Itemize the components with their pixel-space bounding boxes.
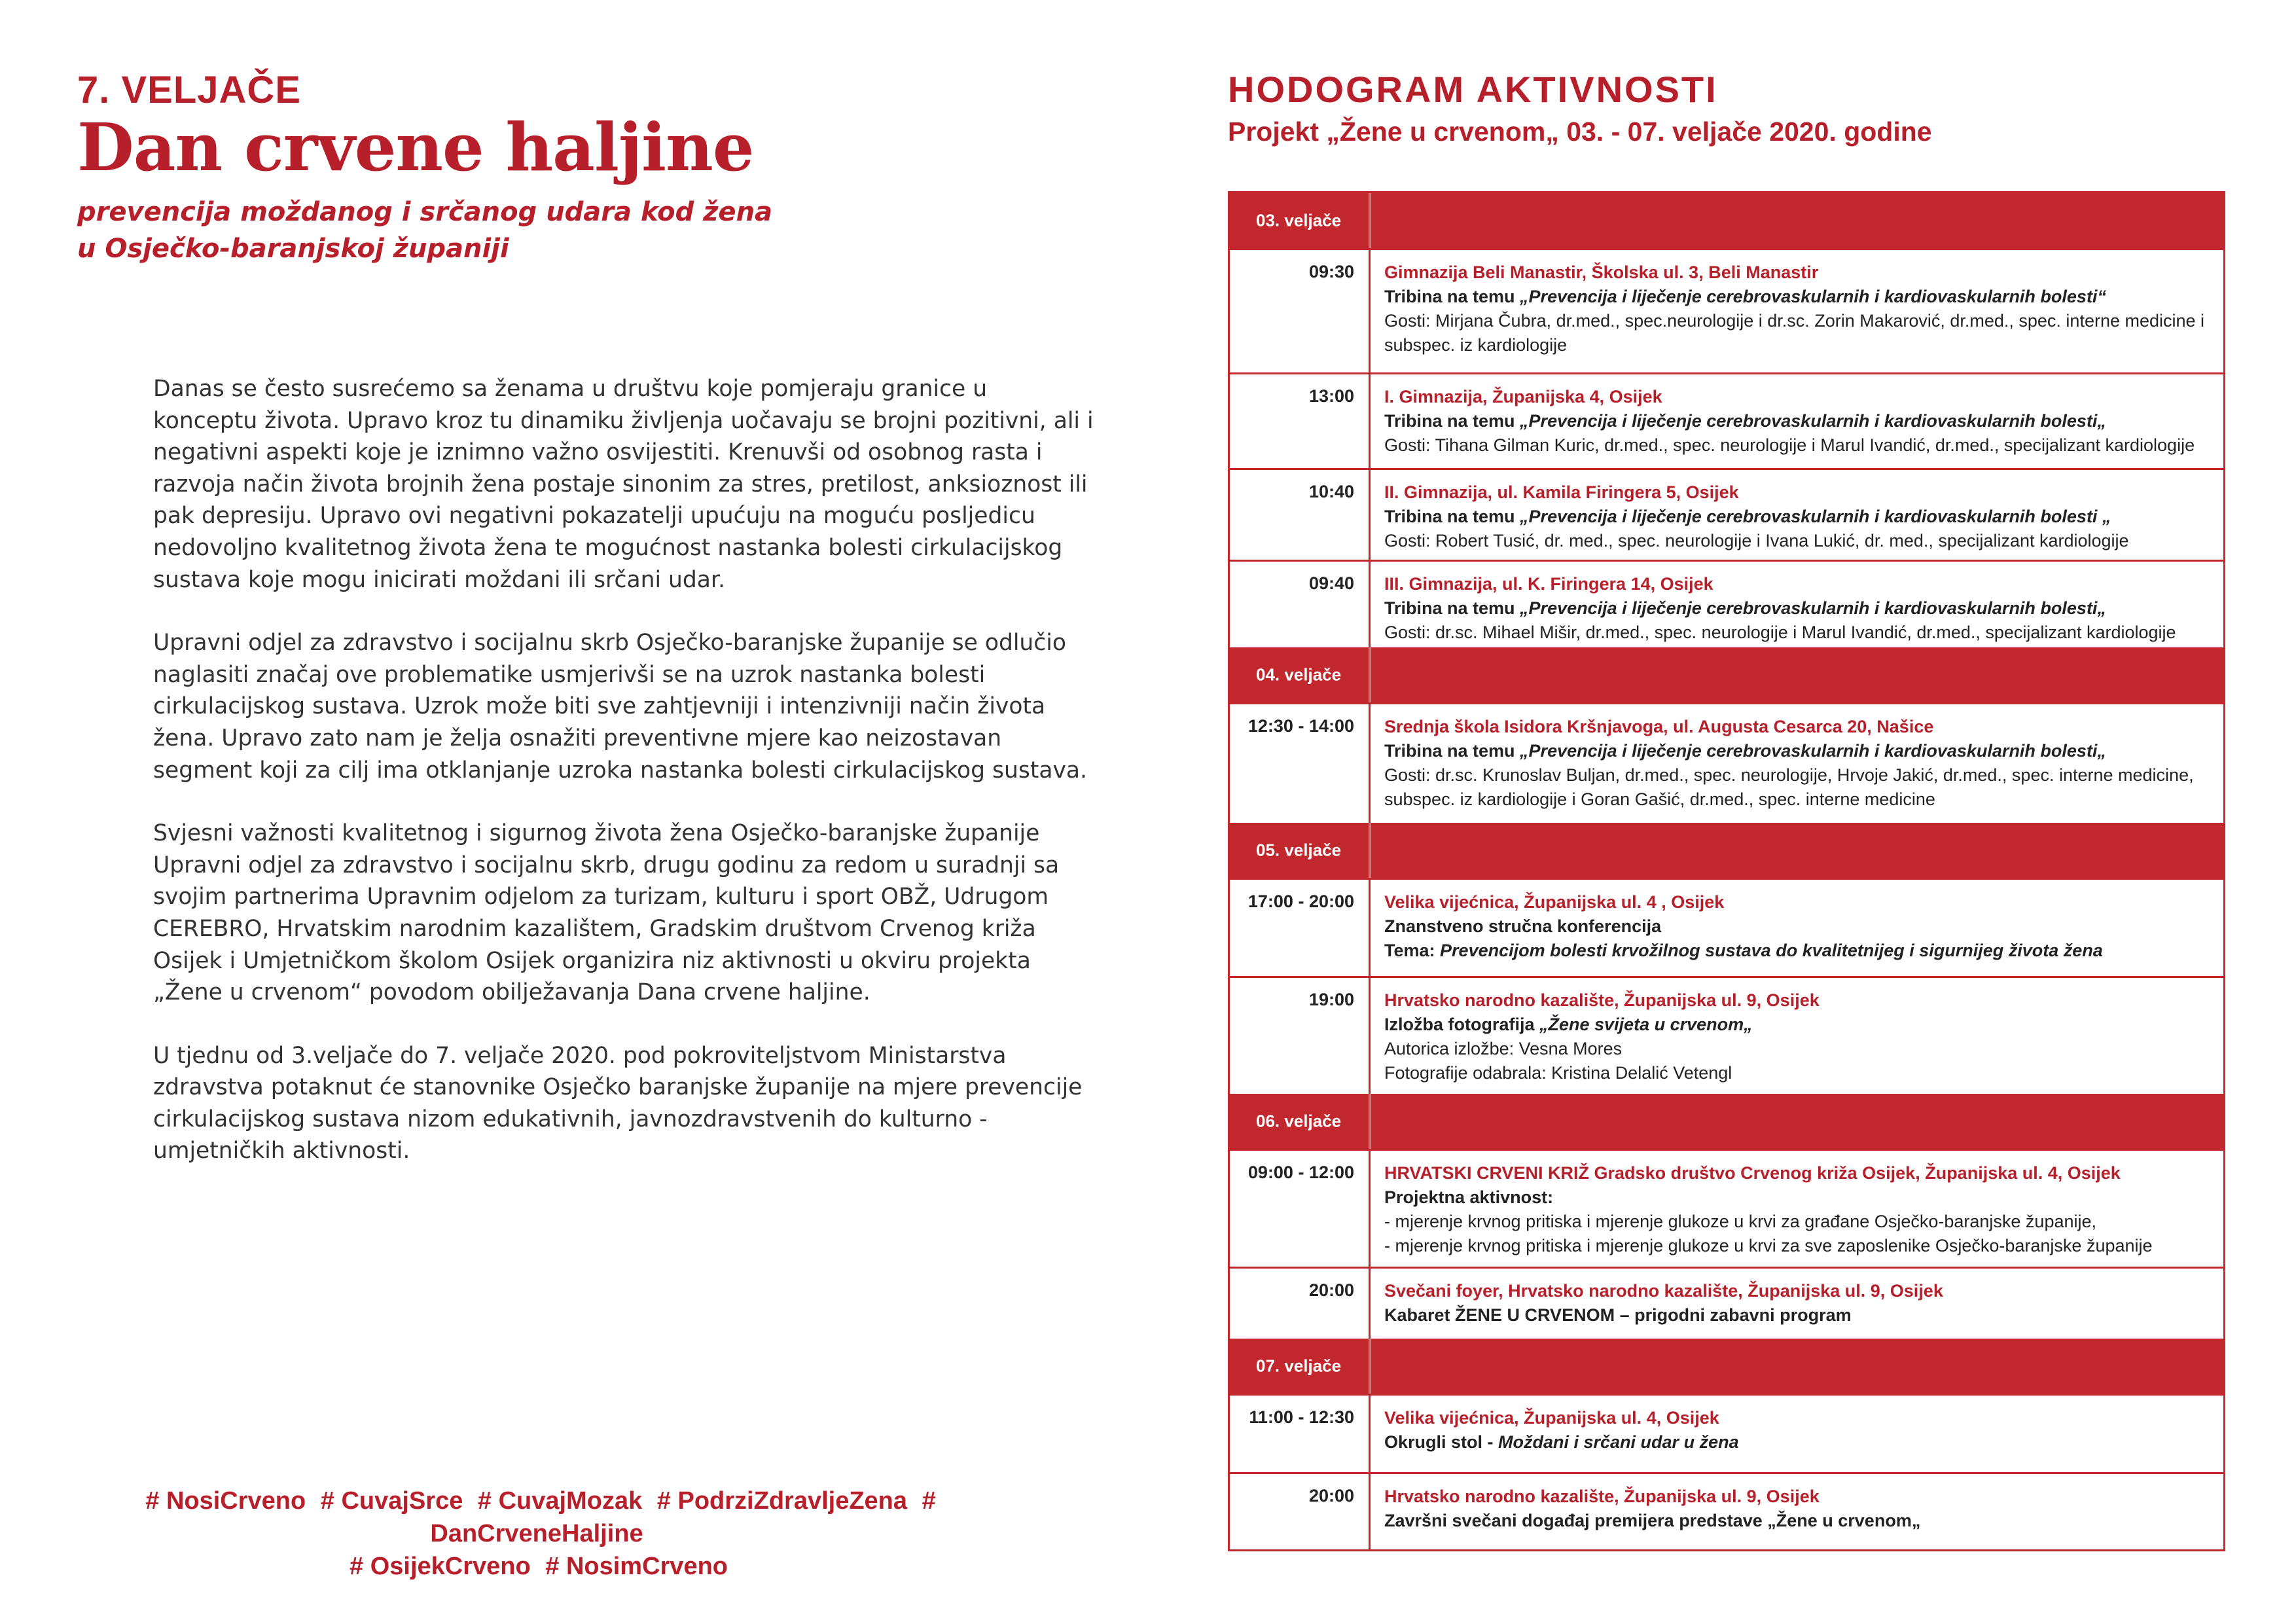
hashtags-line-2 [77,1550,1000,1583]
column-divider [1369,562,1371,647]
date-heading: 7. VELJAČE [77,69,301,111]
event-row [1230,1472,2223,1549]
event-activity: - mjerenje krvnog pritiska i mjerenje glukoze u krvi za građane Osječko-baranjske županije, [1384,1212,2097,1231]
event-row [1230,1149,2223,1267]
page-title: Dan crvene haljine [77,109,754,186]
event-topic-prefix: Izložba fotografija [1384,1015,1540,1034]
event-details [1384,480,2210,553]
hashtag: # NosimCrveno [545,1553,728,1580]
event-time: 20:00 [1308,1280,1354,1300]
event-row [1230,878,2223,976]
column-divider [1369,250,1371,372]
schedule-table [1228,191,2225,1551]
event-time: 19:00 [1308,990,1354,1009]
event-guests: Gosti: dr.sc. Krunoslav Buljan, dr.med., spec. neurologije, Hrvoje Jakić, dr.med., spec. interne medicine, subspec. iz kardiologije i Goran Gašić, dr.med., spec. interne medicine [1384,765,2194,809]
event-details [1384,1485,2210,1533]
day-label: 04. veljače [1256,664,1342,685]
hashtags-line-1 [77,1485,1000,1550]
column-divider [1369,978,1371,1094]
event-location: Hrvatsko narodno kazalište, Županijska ul. 9, Osijek [1384,990,1820,1010]
event-topic-prefix: Tribina na temu [1384,598,1520,618]
column-divider [1369,1396,1371,1472]
event-location: I. Gimnazija, Županijska 4, Osijek [1384,387,1662,406]
schedule-heading: HODOGRAM AKTIVNOSTI [1228,69,1718,110]
hashtag: # PodrziZdravljeZena [656,1487,908,1515]
event-details [1384,890,2210,963]
event-guests: Gosti: Mirjana Čubra, dr.med., spec.neurologije i dr.sc. Zorin Makarović, dr.med., spec. interne medicine i subspec. iz kardiologije [1384,311,2205,355]
column-divider [1369,823,1371,878]
intro-text [153,373,1096,1199]
event-location: Hrvatsko narodno kazalište, Županijska ul. 9, Osijek [1384,1487,1820,1506]
event-topic-prefix: Tribina na temu [1384,741,1520,761]
event-credit: Autorica izložbe: Vesna Mores [1384,1039,1623,1058]
event-topic-title: „Prevencija i liječenje cerebrovaskularnih i kardiovaskularnih bolesti„ [1520,741,2106,761]
event-details [1384,1279,2210,1327]
column-divider [1369,1474,1371,1549]
event-row [1230,560,2223,647]
event-time: 13:00 [1308,386,1354,406]
event-location: Velika vijećnica, Županijska ul. 4 , Osijek [1384,892,1725,912]
column-divider [1369,374,1371,468]
event-theme-prefix: Tema: [1384,941,1441,960]
event-topic-title: „Prevencija i liječenje cerebrovaskularnih i kardiovaskularnih bolesti „ [1520,507,2111,526]
event-row [1230,976,2223,1094]
event-guests: Gosti: Tihana Gilman Kuric, dr.med., spec. neurologije i Marul Ivandić, dr.med., specijalizant kardiologije [1384,435,2195,455]
event-time: 09:30 [1308,262,1354,281]
event-topic [1384,739,2210,763]
day-header [1230,1094,2223,1149]
event-theme-title: Prevencijom bolesti krvožilnog sustava do kvalitetnijeg i sigurnijeg života žena [1440,941,2103,960]
event-location: II. Gimnazija, ul. Kamila Firingera 5, Osijek [1384,482,1739,502]
event-details [1384,988,2210,1085]
event-topic [1384,505,2210,529]
column-divider [1369,193,1371,248]
event-time: 17:00 - 20:00 [1247,892,1354,911]
event-topic-title: „Prevencija i liječenje cerebrovaskularnih i kardiovaskularnih bolesti„ [1520,411,2106,431]
event-topic-title: „Prevencija i liječenje cerebrovaskularnih i kardiovaskularnih bolesti“ [1520,287,2106,306]
event-credit: Fotografije odabrala: Kristina Delalić Vetengl [1384,1063,1732,1083]
event-activity: - mjerenje krvnog pritiska i mjerenje glukoze u krvi za sve zaposlenike Osječko-baranjske županije [1384,1236,2153,1255]
column-divider [1369,1151,1371,1267]
event-location: Gimnazija Beli Manastir, Školska ul. 3, Beli Manastir [1384,262,1819,282]
event-time: 09:00 - 12:00 [1247,1163,1354,1182]
event-details [1384,1161,2210,1258]
event-row [1230,248,2223,372]
event-topic [1384,1013,2210,1037]
event-topic-prefix: Tribina na temu [1384,411,1520,431]
event-location: III. Gimnazija, ul. K. Firingera 14, Osijek [1384,574,1713,594]
event-location: Svečani foyer, Hrvatsko narodno kazalište, Županijska ul. 9, Osijek [1384,1281,1943,1301]
event-guests: Gosti: Robert Tusić, dr. med., spec. neurologije i Ivana Lukić, dr. med., specijalizant kardiologije [1384,531,2129,550]
event-details [1384,385,2210,458]
event-topic: Znanstveno stručna konferencija [1384,916,1662,936]
paragraph: Upravni odjel za zdravstvo i socijalnu skrb Osječko-baranjske županije se odlučio naglasiti značaj ove problematike usmjerivši se na uzrok nastanka bolesti cirkulacijskog sustava. Uzrok može biti sve zahtjevniji i intenzivniji način života žena. Upravo zato nam je želja osnažiti preventivne mjere kao neizostavan segment koji za cilj ima otklanjanje uzroka nastanka bolesti cirkulacijskog sustava. [153,630,1088,784]
event-topic [1384,409,2210,433]
event-topic-prefix: Tribina na temu [1384,287,1520,306]
event-topic-title: Moždani i srčani udar u žena [1498,1432,1739,1452]
hashtag: # CuvajMozak [477,1487,643,1515]
event-topic-title: „Prevencija i liječenje cerebrovaskularnih i kardiovaskularnih bolesti„ [1520,598,2106,618]
column-divider [1369,1094,1371,1149]
event-row [1230,702,2223,823]
column-divider [1369,1339,1371,1394]
event-topic [1384,1430,2210,1454]
hashtag: # CuvajSrce [320,1487,463,1515]
event-topic: Projektna aktivnost: [1384,1187,1554,1207]
day-label: 07. veljače [1256,1356,1342,1376]
event-time: 11:00 - 12:30 [1249,1407,1354,1427]
event-topic-prefix: Tribina na temu [1384,507,1520,526]
event-location: HRVATSKI CRVENI KRIŽ Gradsko društvo Crvenog križa Osijek, Županijska ul. 4, Osijek [1384,1163,2121,1183]
day-header [1230,647,2223,702]
hashtags [77,1485,1000,1583]
event-topic [1384,596,2210,621]
schedule-subheading: Projekt „Žene u crvenom„ 03. - 07. veljače 2020. godine [1228,117,1932,147]
subtitle-line-2: u Osječko-baranjskoj županiji [77,234,509,264]
event-row [1230,468,2223,560]
event-details [1384,261,2210,357]
event-topic: Završni svečani događaj premijera predstave „Žene u crvenom„ [1384,1511,1921,1530]
day-label: 05. veljače [1256,840,1342,860]
event-time: 10:40 [1308,482,1354,501]
day-header [1230,193,2223,248]
event-time: 12:30 - 14:00 [1247,716,1354,736]
hashtag: # NosiCrveno [145,1487,306,1515]
day-header [1230,823,2223,878]
subtitle [77,194,772,267]
day-label: 03. veljače [1256,210,1342,230]
event-row [1230,372,2223,468]
event-location: Velika vijećnica, Županijska ul. 4, Osijek [1384,1408,1719,1428]
event-location: Srednja škola Isidora Kršnjavoga, ul. Augusta Cesarca 20, Našice [1384,717,1934,736]
event-time: 09:40 [1308,573,1354,593]
paragraph: Svjesni važnosti kvalitetnog i sigurnog života žena Osječko-baranjske županije Upravni odjel za zdravstvo i socijalnu skrb, drugu godinu za redom u suradnji sa svojim partnerima Upravnim odjelom za turizam, kulturu i sport OBŽ, Udrugom CEREBRO, Hrvatskim narodnim kazalištem, Gradskim društvom Crvenog križa Osijek i Umjetničkom školom Osijek organizira niz aktivnosti u okviru projekta „Žene u crvenom“ povodom obilježavanja Dana crvene haljine. [153,820,1060,1006]
event-row [1230,1394,2223,1472]
column-divider [1369,647,1371,702]
event-details [1384,715,2210,812]
event-row [1230,1267,2223,1339]
event-topic: Kabaret ŽENE U CRVENOM – prigodni zabavni program [1384,1305,1852,1325]
event-topic-title: „Žene svijeta u crvenom„ [1539,1015,1753,1034]
paragraph: Danas se često susrećemo sa ženama u društvu koje pomjeraju granice u konceptu života. Upravo kroz tu dinamiku življenja uočavaju se brojni pozitivni, ali i negativni aspekti koje je iznimno važno osvijestiti. Krenuvši od osobnog rasta i razvoja način života brojnih žena postaje sinonim za stres, pretilost, anksioznost ili pak depresiju. Upravo ovi negativni pokazatelji upućuju na moguću posljedicu nedovoljno kvalitetnog života žena te mogućnost nastanka bolesti cirkulacijskog sustava koje mogu inicirati moždani ili srčani udar. [153,376,1094,593]
day-label: 06. veljače [1256,1111,1342,1131]
event-topic [1384,285,2210,309]
event-guests: Gosti: dr.sc. Mihael Mišir, dr.med., spec. neurologije i Marul Ivandić, dr.med., specijalizant kardiologije [1384,623,2176,642]
event-details [1384,572,2210,645]
subtitle-line-1: prevencija moždanog i srčanog udara kod žena [77,197,773,227]
event-theme [1384,939,2210,963]
event-topic-prefix: Okrugli stol - [1384,1432,1499,1452]
event-details [1384,1406,2210,1454]
event-time: 20:00 [1308,1486,1354,1506]
column-divider [1369,704,1371,823]
day-header [1230,1339,2223,1394]
hashtag: # DanCrveneHaljine [430,1487,936,1547]
column-divider [1369,880,1371,976]
column-divider [1369,1269,1371,1339]
column-divider [1369,470,1371,560]
hashtag: # OsijekCrveno [350,1553,531,1580]
paragraph: U tjednu od 3.veljače do 7. veljače 2020. pod pokroviteljstvom Ministarstva zdravstva potaknut će stanovnike Osječko baranjske županije na mjere prevencije cirkulacijskog sustava nizom edukativnih, javnozdravstvenih do kulturno - umjetničkih aktivnosti. [153,1042,1083,1164]
